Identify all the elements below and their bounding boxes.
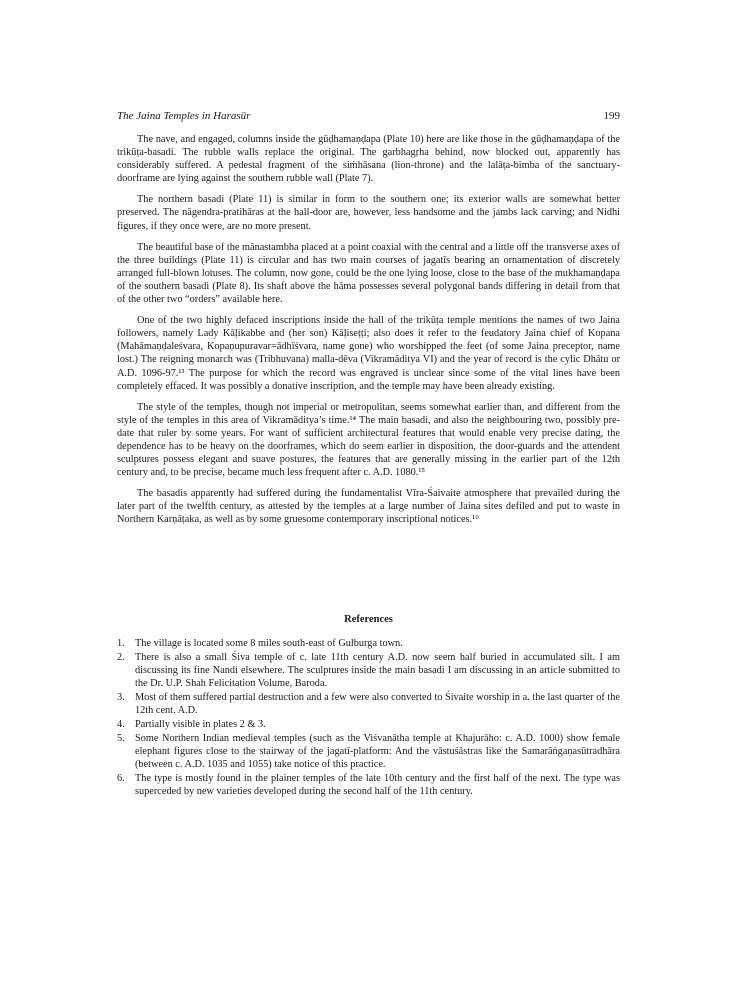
reference-text: There is also a small Śiva temple of c. late 11th century A.D. now seem half buried in accumulated silt. I am discussing its fine Nandi elsewhere. The sculptures inside the main basadi I am discussing in an article submitted to the Dr. U.P. Shah Felicitation Volume, Baroda. (135, 652, 620, 689)
reference-number: 6. (117, 773, 125, 784)
reference-text: Partially visible in plates 2 & 3. (135, 719, 266, 730)
reference-text: The village is located some 8 miles south-east of Gulburga town. (135, 638, 403, 649)
paragraph: The nave, and engaged, columns inside the gūḍhamaṇḍapa (Plate 10) here are like those in the gūḍhamaṇḍapa of the trikūṭa-basadi. The rubble walls replace the original. The garbhagṛha behind, now blocked out, apparently has considerably suffered. A pedestal fragment of the siṁhāsana (lion-throne) and the lalāṭa-bimba of the sanctuary-doorframe are lying against the southern rubble wall (Plate 7). (117, 134, 620, 185)
running-title: The Jaina Temples in Harasūr (117, 110, 251, 122)
reference-number: 1. (117, 638, 125, 649)
reference-item (117, 691, 620, 717)
reference-item (117, 718, 620, 731)
reference-item (117, 732, 620, 771)
reference-number: 3. (117, 692, 125, 703)
paragraph: One of the two highly defaced inscriptions inside the hall of the trikūṭa temple mentions the names of two Jaina followers, namely Lady Kāḷikabbe and (her son) Kāḷiseṭṭi; also does it refer to the feudatory Jaina chief of Kopana (Mahāmaṇḍaleśvara, Kopaṇupuravar=ādhīśvara, name gone) who worshipped the feet (of some Jaina preceptor, name lost.) The reigning monarch was (Tribhuvana) malla-dēva (Vikramāditya VI) and the year of record is the cylic Dhātu or A.D. 1096-97.¹³ The purpose for which the record was engraved is unclear since some of the vital lines have been completely effaced. It was possibly a donative inscription, and the temple may have been already existing. (117, 315, 620, 392)
paragraph: The beautiful base of the mānastambha placed at a point coaxial with the central and a little off the transverse axes of the three buildings (Plate 11) is circular and has two main courses of jagatīs bearing an ornamentation of discretely arranged full-blown lotuses. The column, now gone, could be the one lying loose, close to the base of the mukhamaṇḍapa of the southern basadi (Plate 8). Its shaft above the hāma possesses several polygonal bands differing in detail from that of the other two “orders” available here. (117, 241, 620, 306)
reference-item (117, 651, 620, 690)
reference-number: 2. (117, 652, 125, 663)
reference-item (117, 772, 620, 798)
reference-number: 4. (117, 719, 125, 730)
reference-item (117, 637, 620, 650)
page-number: 199 (603, 110, 620, 122)
reference-text: The type is mostly found in the plainer temples of the late 10th century and the first half of the next. The type was superceded by new varieties developed during the second half of the 11th century. (135, 773, 620, 797)
body-text (117, 133, 620, 535)
references-heading: References (344, 614, 393, 625)
paragraph: The northern basadi (Plate 11) is similar in form to the southern one; its exterior walls are somewhat better preserved. The nāgendra-pratihāras at the hall-door are, however, less handsome and the jambs lack carving; and Nidhi figures, if they once were, are no more present. (117, 194, 620, 232)
paragraph: The basadis apparently had suffered during the fundamentalist Vīra-Śaivaite atmosphere that prevailed during the later part of the twelfth century, as attested by the temples at a large number of Jaina sites defiled and put to waste in Northern Karṇāṭaka, as well as by some gruesome contemporary inscriptional notices.¹⁶ (117, 488, 620, 526)
references-list (117, 637, 620, 799)
reference-text: Most of them suffered partial destruction and a few were also converted to Śivaite worship in a. the last quarter of the 12th cent. A.D. (135, 692, 620, 716)
reference-text: Some Northern Indian medieval temples (such as the Viśvanātha temple at Khajurāho: c. A.D. 1000) show female elephant figures close to the stairway of the jagatī-platform: And the vāstuśāstras like the Samarāṅgaṇasūtradhāra (between c. A.D. 1035 and 1055) take notice of this practice. (135, 733, 620, 770)
page-header (117, 110, 620, 128)
paragraph: The style of the temples, though not imperial or metropolitan, seems somewhat earlier than, and different from the style of the temples in this area of Vikramāditya’s time.¹⁴ The main basadi, and also the neighbouring two, possibly pre-date that ruler by some years. For want of sufficient architectural features that would enable very precise dating, the dependence has to be heavy on the doorframes, which do seem earlier in disposition, the door-guards and the attendent sculptures possess elegant and suave postures, the features that are generally missing in the earlier part of the 12th century and, to be precise, became much less frequent after c. A.D. 1080.¹⁵ (117, 401, 620, 479)
reference-number: 5. (117, 733, 125, 744)
